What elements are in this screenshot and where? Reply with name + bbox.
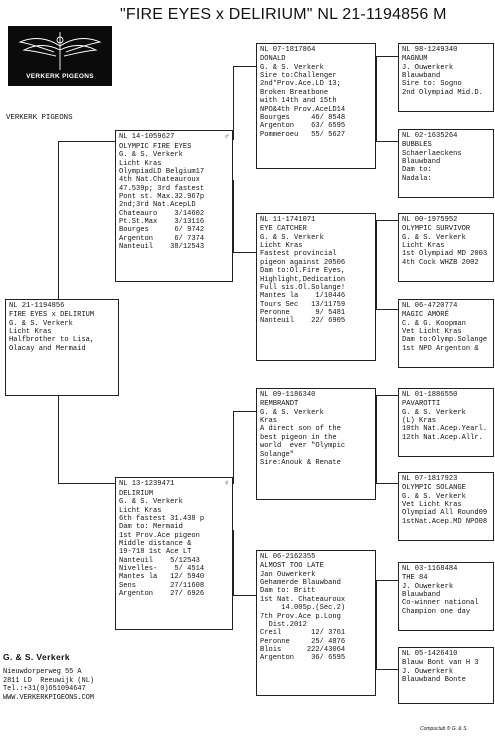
ring-number: NL 07-1817923 bbox=[402, 475, 458, 483]
pigeon-info-line: Middle distance & bbox=[119, 540, 192, 548]
pigeon-info-line: 4th Nat.Chateauroux bbox=[119, 176, 200, 185]
pigeon-info-line: 1stNat.Acep.MD NPO08 bbox=[402, 517, 488, 526]
pigeon-info-line: 47.539p; 3rd fastest bbox=[119, 184, 205, 193]
pigeon-info-line: best pigeon in the bbox=[260, 433, 337, 442]
pigeon-card-sire-sire bbox=[256, 43, 376, 169]
ring-number: NL 07-1817864 bbox=[260, 46, 316, 54]
pigeon-info-line: Blauwband Bonte bbox=[402, 676, 466, 685]
pigeon-card-ss-sire bbox=[398, 43, 494, 112]
ring-number: NL 21-1194856 bbox=[9, 302, 65, 310]
pigeon-info-line: G. & S. Verkerk bbox=[402, 492, 466, 501]
ring-number: NL 03-1168484 bbox=[402, 565, 458, 573]
pigeon-info-line: Co-winner national bbox=[402, 599, 479, 608]
pigeon-info-line: G. & S. Verkerk bbox=[260, 408, 324, 417]
card-header bbox=[402, 132, 490, 140]
pigeon-info-line: Solange" bbox=[260, 450, 295, 459]
pigeon-info-line: Sens 27/11608 bbox=[119, 581, 205, 590]
pigeon-name: MAGIC AMORÉ bbox=[402, 311, 449, 320]
card-header bbox=[402, 46, 490, 54]
pigeon-info-line: Halfbrother to Lisa, bbox=[9, 336, 95, 345]
software-credit: Compuclub ® G. & S. bbox=[420, 726, 468, 732]
pigeon-info-line: 12th Nat.Acep.Allr. bbox=[402, 433, 483, 442]
pigeon-info-line: Licht Kras bbox=[119, 506, 162, 515]
card-header bbox=[402, 650, 490, 658]
pigeon-info-line: Licht Kras bbox=[9, 328, 52, 337]
card-header bbox=[260, 46, 372, 54]
pigeon-info-line: Blauwband bbox=[402, 158, 441, 167]
connector-sd-down bbox=[376, 260, 398, 310]
card-header bbox=[402, 565, 490, 573]
loft-label: VERKERK PIGEONS bbox=[6, 114, 73, 122]
card-header bbox=[260, 553, 372, 561]
ring-number: NL 06-2162355 bbox=[260, 553, 316, 561]
verkerk-logo bbox=[8, 26, 112, 86]
pigeon-info-line: Dam to: bbox=[402, 166, 432, 175]
pigeon-name: FIRE EYES x DELIRIUM bbox=[9, 311, 95, 320]
pigeon-info-line: NPO&4th Prov.AceLD14 bbox=[260, 105, 346, 114]
pigeon-name: PAVAROTTI bbox=[402, 400, 441, 409]
pigeon-name: Blauw Bont van H 3 bbox=[402, 659, 479, 668]
pigeon-info-line: Blois 222/43064 bbox=[260, 645, 346, 654]
pigeon-info-line: Licht Kras bbox=[402, 242, 445, 251]
pigeon-info-line: 19-718 1st Ace LT bbox=[119, 548, 192, 557]
pigeon-info-line: G. & S. Verkerk bbox=[119, 151, 183, 160]
pigeon-info-line: Pommeroeu 55/ 5627 bbox=[260, 130, 346, 139]
pigeon-card-sire bbox=[115, 130, 233, 282]
pigeon-card-dam bbox=[115, 477, 233, 630]
pigeon-info-line: Peronne 9/ 5481 bbox=[260, 308, 346, 317]
card-header bbox=[260, 216, 372, 224]
ring-number: NL 11-1741071 bbox=[260, 216, 316, 224]
pigeon-info-line: Fastest provincial bbox=[260, 250, 337, 259]
pigeon-info-line: Sire to: Sogno bbox=[402, 80, 462, 89]
pigeon-info-line: Dist.2012 bbox=[260, 620, 307, 629]
pigeon-name: EYE CATCHER bbox=[260, 225, 307, 234]
connector-ds-down bbox=[376, 431, 398, 484]
pigeon-card-ds-sire bbox=[398, 388, 494, 457]
card-header bbox=[9, 302, 115, 310]
pigeon-info-line: Pont st. Max.32.967p bbox=[119, 193, 205, 201]
pigeon-info-line: G. & S. Verkerk bbox=[260, 63, 324, 72]
pigeon-info-line: pigeon against 20506 bbox=[260, 258, 346, 267]
pigeon-info-line: Blauwband bbox=[402, 72, 441, 81]
pigeon-info-line: Sire to:Challenger bbox=[260, 72, 337, 81]
pigeon-info-line: Argenton 63/ 6595 bbox=[260, 122, 346, 131]
pigeon-card-dam-dam bbox=[256, 550, 376, 696]
pigeon-info-line: G. & S. Verkerk bbox=[260, 233, 324, 242]
ring-number: NL 98-1249340 bbox=[402, 46, 458, 54]
pigeon-info-line: Nivelles- 5/ 4514 bbox=[119, 565, 205, 574]
pigeon-info-line: 1st Prov.Ace pigeon bbox=[119, 531, 200, 540]
pigeon-card-dd-dam bbox=[398, 647, 494, 704]
pigeon-info-line: Nanteuil 5/12543 bbox=[119, 556, 200, 565]
ring-number: NL 02-1635264 bbox=[402, 132, 458, 140]
card-header bbox=[119, 133, 229, 142]
pigeon-info-line: 10th Nat.Acep.Yearl. bbox=[402, 425, 488, 434]
pigeon-info-line: Mantes la 12/ 5940 bbox=[119, 573, 205, 582]
card-header bbox=[119, 480, 229, 489]
pigeon-info-line: Argenton 6/ 7374 bbox=[119, 234, 205, 243]
pigeon-name: BUBBLES bbox=[402, 141, 432, 150]
address-line: Nieuwdorperweg 55 A bbox=[3, 668, 82, 676]
pigeon-info-line: Blauwband bbox=[402, 591, 441, 600]
pigeon-name: REMBRANDT bbox=[260, 400, 299, 409]
pigeon-info-line: Nadala: bbox=[402, 174, 432, 183]
phone-line: Tel.:+31(0)651094647 bbox=[3, 685, 86, 694]
pigeon-info-line: Creil 12/ 3761 bbox=[260, 629, 346, 638]
connector-sire-up bbox=[233, 66, 256, 140]
pigeon-info-line: 1st NPO Argenton & bbox=[402, 344, 479, 353]
pigeon-info-line: G. & S. Verkerk bbox=[402, 408, 466, 417]
connector-dd-down bbox=[376, 618, 398, 670]
connector-subject-up bbox=[58, 141, 115, 299]
pigeon-info-line: 2nd;3rd Nat.AcepLD bbox=[119, 201, 196, 210]
pigeon-info-line: Nanteuil 22/ 6905 bbox=[260, 317, 346, 326]
pigeon-info-line: Peronne 25/ 4876 bbox=[260, 637, 346, 646]
pigeon-info-line: Vet Licht Kras bbox=[402, 328, 462, 337]
pigeon-info-line: Dam to: Mermaid bbox=[119, 523, 183, 532]
pigeon-info-line: OlympiadLD Belgium17 bbox=[119, 167, 205, 176]
connector-sire-down bbox=[233, 180, 256, 253]
pigeon-info-line: C. & G. Koopman bbox=[402, 319, 466, 328]
postcode-line: 2811 LD Reeuwijk (NL) bbox=[3, 676, 94, 685]
pigeon-info-line: J. Ouwerkerk bbox=[402, 667, 454, 676]
pigeon-info-line: Mantes la 1/10446 bbox=[260, 292, 346, 301]
pigeon-name: OLYMPIC FIRE EYES bbox=[119, 142, 192, 151]
pigeon-name: OLYMPIC SURVIVOR bbox=[402, 225, 471, 234]
connector-ss-down bbox=[376, 94, 398, 142]
pigeon-info-line: Licht Kras bbox=[260, 242, 303, 251]
pigeon-info-line: 7th Prov.Ace p.Long bbox=[260, 612, 341, 621]
pigeon-info-line: Chateauro 3/14602 bbox=[119, 209, 205, 218]
pigeon-info-line: 2nd Olympiad Mid.D. bbox=[402, 88, 483, 97]
pigeon-info-line: Champion one day bbox=[402, 607, 471, 616]
pigeon-info-line: J. Ouwerkerk bbox=[402, 63, 454, 72]
connector-dd-up bbox=[376, 580, 398, 618]
pigeon-name: OLYMPIC SOLANGE bbox=[402, 484, 466, 493]
pigeon-card-sd-dam bbox=[398, 299, 494, 368]
card-header bbox=[402, 216, 490, 224]
pigeon-card-ss-dam bbox=[398, 129, 494, 198]
pigeon-info-line: 1st Olympiad MD 2003 bbox=[402, 250, 488, 259]
website-line[interactable]: WWW.VERKERKPIGEONS.COM bbox=[3, 693, 94, 702]
card-header bbox=[402, 302, 490, 310]
pigeon-info-line: G. & S. Verkerk bbox=[402, 233, 466, 242]
pigeon-info-line: 1st Nat. Chateauroux bbox=[260, 595, 346, 604]
card-header bbox=[402, 475, 490, 483]
pigeon-info-line: Gehamerde Blauwband bbox=[260, 579, 341, 588]
pigeon-info-line: Vet Licht Kras bbox=[402, 501, 462, 510]
pigeon-info-line: Argenton 27/ 6926 bbox=[119, 590, 205, 599]
sex-symbol: ♀ bbox=[224, 480, 229, 488]
pigeon-info-line: Olympiad All Round09 bbox=[402, 509, 488, 518]
pigeon-info-line: Olacay and Mermaid bbox=[9, 344, 86, 353]
breeder-contact bbox=[3, 652, 94, 703]
pigeon-info-line: Broken Breatbone bbox=[260, 88, 329, 97]
pigeon-info-line: 14.005p.(Sec.2) bbox=[260, 604, 346, 613]
ring-number: NL 13-1239471 bbox=[119, 480, 175, 488]
pigeon-name: DELIRIUM bbox=[119, 489, 154, 498]
connector-ds-up bbox=[376, 395, 398, 431]
ring-number: NL 09-1186340 bbox=[260, 391, 316, 399]
pigeon-info-line: Licht Kras bbox=[119, 159, 162, 168]
ring-number: NL 01-1886550 bbox=[402, 391, 458, 399]
pigeon-info-line: 4th Cock WHZB 2002 bbox=[402, 258, 479, 267]
logo-text: VERKERK PIGEONS bbox=[26, 73, 94, 80]
pigeon-info-line: Tours Sec 13/11759 bbox=[260, 300, 346, 309]
sex-symbol: ♂ bbox=[224, 133, 229, 141]
pigeon-info-line: 2nd*Prov.Ace.LD 13; bbox=[260, 80, 341, 89]
pigeon-info-line: Highlight,Dedication bbox=[260, 275, 346, 284]
pigeon-info-line: Dam to: Britt bbox=[260, 587, 316, 596]
pigeon-info-line: Nanteuil 38/12543 bbox=[119, 243, 205, 252]
pigeon-info-line: Kras bbox=[260, 417, 278, 426]
card-header bbox=[402, 391, 490, 399]
pigeon-info-line: 6th fastest 31.438 p bbox=[119, 514, 205, 523]
pigeon-card-sd-sire bbox=[398, 213, 494, 282]
card-header bbox=[260, 391, 372, 399]
pigeon-info-line: Full sis.Ol.Solange! bbox=[260, 283, 346, 292]
pigeon-info-line: Dam to:Ol.Fire Eyes, bbox=[260, 267, 346, 276]
pigeon-name: MAGNUM bbox=[402, 55, 428, 64]
pigeon-card-dd-sire bbox=[398, 562, 494, 631]
pigeon-info-line: Bourges 6/ 9742 bbox=[119, 226, 205, 235]
pigeon-card-subject bbox=[5, 299, 119, 396]
pigeon-info-line: Jan Ouwerkerk bbox=[260, 570, 316, 579]
connector-ss-up bbox=[376, 56, 398, 94]
pigeon-name: THE 84 bbox=[402, 574, 428, 583]
pigeon-card-sire-dam bbox=[256, 213, 376, 361]
pigeon-info-line: world ever "Olympic bbox=[260, 442, 346, 451]
pigeon-name: DONALD bbox=[260, 55, 286, 64]
pigeon-info-line: Schaerlaeckens bbox=[402, 149, 462, 158]
connector-dam-down bbox=[233, 530, 256, 596]
ring-number: NL 14-1059627 bbox=[119, 133, 175, 141]
connector-sd-up bbox=[376, 220, 398, 260]
pigeon-info-line: Dam to:Olymp.Solange bbox=[402, 336, 488, 345]
pigeon-card-dam-sire bbox=[256, 388, 376, 500]
pigeon-info-line: Pt.St.Max 3/13116 bbox=[119, 218, 205, 227]
pigeon-card-ds-dam bbox=[398, 472, 494, 541]
pigeon-info-line: Argenton 36/ 6595 bbox=[260, 654, 346, 663]
pigeon-info-line: Sire:Anouk & Renate bbox=[260, 458, 341, 467]
pigeon-info-line: G. & S. Verkerk bbox=[9, 319, 73, 328]
pedigree-title: "FIRE EYES x DELIRIUM" NL 21-1194856 M bbox=[120, 6, 447, 23]
pigeon-info-line: with 14th and 15th bbox=[260, 97, 337, 106]
pigeon-info-line: G. & S. Verkerk bbox=[119, 498, 183, 507]
ring-number: NL 05-1426410 bbox=[402, 650, 458, 658]
pigeon-info-line: J. Ouwerkerk bbox=[402, 582, 454, 591]
ring-number: NL 00-1975952 bbox=[402, 216, 458, 224]
pigeon-info-line: A direct son of the bbox=[260, 425, 341, 434]
connector-subject-down bbox=[58, 396, 115, 484]
connector-dam-up bbox=[233, 411, 256, 484]
pigeon-info-line: (L) Kras bbox=[402, 417, 437, 426]
breeder-name: G. & S. Verkerk bbox=[3, 652, 70, 662]
ring-number: NL 06-4720774 bbox=[402, 302, 458, 310]
pigeon-name: ALMOST TOO LATE bbox=[260, 562, 324, 571]
pigeon-info-line: Bourges 46/ 8548 bbox=[260, 113, 346, 122]
